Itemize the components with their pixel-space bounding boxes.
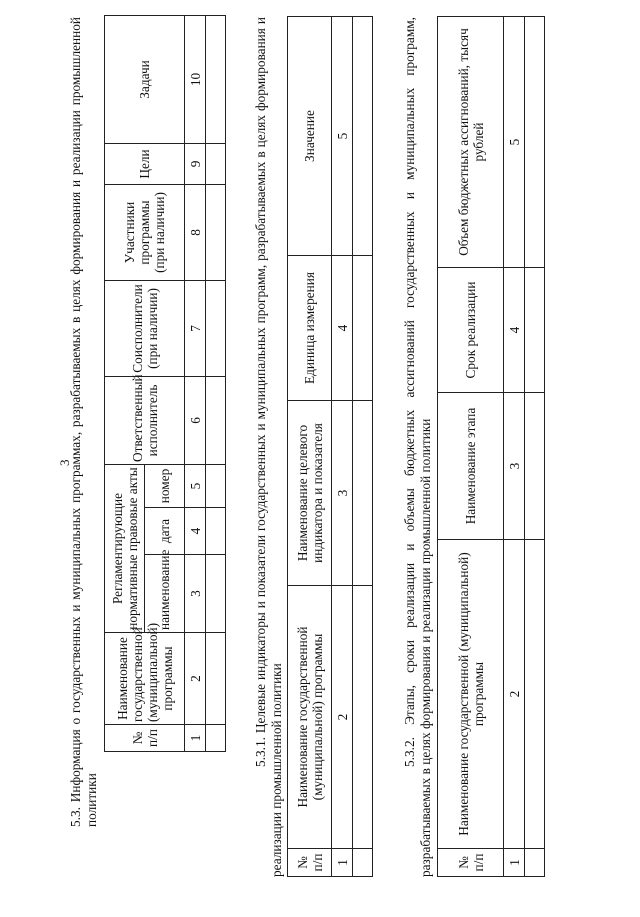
col-num: 10	[185, 15, 206, 143]
empty-cell	[353, 586, 373, 849]
col-num: 8	[185, 184, 206, 280]
section-5-3-1-heading: 5.3.1. Целевые индикаторы и показатели государственных и муниципальных программ, разрабатываемых в целях формирования и реализации промышленной политики	[253, 17, 284, 877]
col-num: 5	[332, 17, 353, 256]
th-term: Срок реализации	[438, 268, 504, 393]
empty-cell	[206, 143, 226, 184]
th-indicator: Наименование целевого индикатора и показателя	[288, 401, 332, 586]
empty-cell	[525, 17, 545, 268]
empty-cell	[525, 849, 545, 877]
empty-cell	[206, 508, 226, 555]
empty-cell	[206, 280, 226, 376]
empty-cell	[353, 849, 373, 877]
th-responsible: Ответственный исполнитель	[105, 376, 185, 464]
empty-cell	[525, 393, 545, 540]
empty-cell	[206, 555, 226, 633]
th-num: № п/п	[105, 725, 185, 752]
empty-cell	[525, 540, 545, 849]
col-num: 1	[332, 849, 353, 877]
col-num: 4	[332, 256, 353, 401]
th-program: Наименование государственной (муниципальной) программы	[288, 586, 332, 849]
th-acts: Регламентирующие нормативные правовые акты	[105, 464, 145, 632]
empty-cell	[525, 268, 545, 393]
th-acts-name: наименование	[145, 555, 185, 633]
page-number: 3	[57, 459, 72, 466]
empty-cell	[206, 376, 226, 464]
col-num: 2	[504, 540, 525, 849]
empty-cell	[206, 464, 226, 507]
col-num: 4	[185, 508, 206, 555]
col-num: 3	[504, 393, 525, 540]
empty-cell	[206, 184, 226, 280]
col-num: 3	[185, 555, 206, 633]
th-num: № п/п	[288, 849, 332, 877]
th-num: № п/п	[438, 849, 504, 877]
col-num: 1	[185, 725, 206, 752]
section-5-3-heading: 5.3. Информация о государственных и муниципальных программах, разрабатываемых в целях формирования и реализации промышленной политики	[68, 17, 99, 827]
th-tasks: Задачи	[105, 15, 185, 143]
stages-table	[437, 16, 545, 877]
col-num: 5	[504, 17, 525, 268]
col-num: 2	[185, 633, 206, 725]
th-budget: Объем бюджетных ассигнований, тысяч рублей	[438, 17, 504, 268]
th-unit: Единица измерения	[288, 256, 332, 401]
th-stage: Наименование этапа	[438, 393, 504, 540]
empty-cell	[353, 401, 373, 586]
empty-cell	[353, 17, 373, 256]
empty-cell	[206, 15, 226, 143]
col-num: 4	[504, 268, 525, 393]
empty-cell	[206, 633, 226, 725]
th-program: Наименование государственной (муниципальной) программы	[438, 540, 504, 849]
col-num: 6	[185, 376, 206, 464]
empty-cell	[206, 725, 226, 752]
th-acts-number: номер	[145, 464, 185, 507]
th-coexecutors: Соисполнители (при наличии)	[105, 280, 185, 376]
col-num: 9	[185, 143, 206, 184]
col-num: 3	[332, 401, 353, 586]
th-goals: Цели	[105, 143, 185, 184]
col-num: 2	[332, 586, 353, 849]
th-acts-date: дата	[145, 508, 185, 555]
programs-table	[104, 15, 226, 752]
th-value: Значение	[288, 17, 332, 256]
empty-cell	[353, 256, 373, 401]
section-5-3-2-heading: 5.3.2. Этапы, сроки реализации и объемы бюджетных ассигнований государственных и муниципальных программ, разрабатываемых в целях формирования и реализации промышленной политики	[402, 17, 433, 877]
th-participants: Участники программы (при наличии)	[105, 184, 185, 280]
col-num: 7	[185, 280, 206, 376]
indicators-table	[287, 16, 373, 877]
col-num: 5	[185, 464, 206, 507]
th-program: Наименование государственной (муниципальной) программы	[105, 633, 185, 725]
col-num: 1	[504, 849, 525, 877]
